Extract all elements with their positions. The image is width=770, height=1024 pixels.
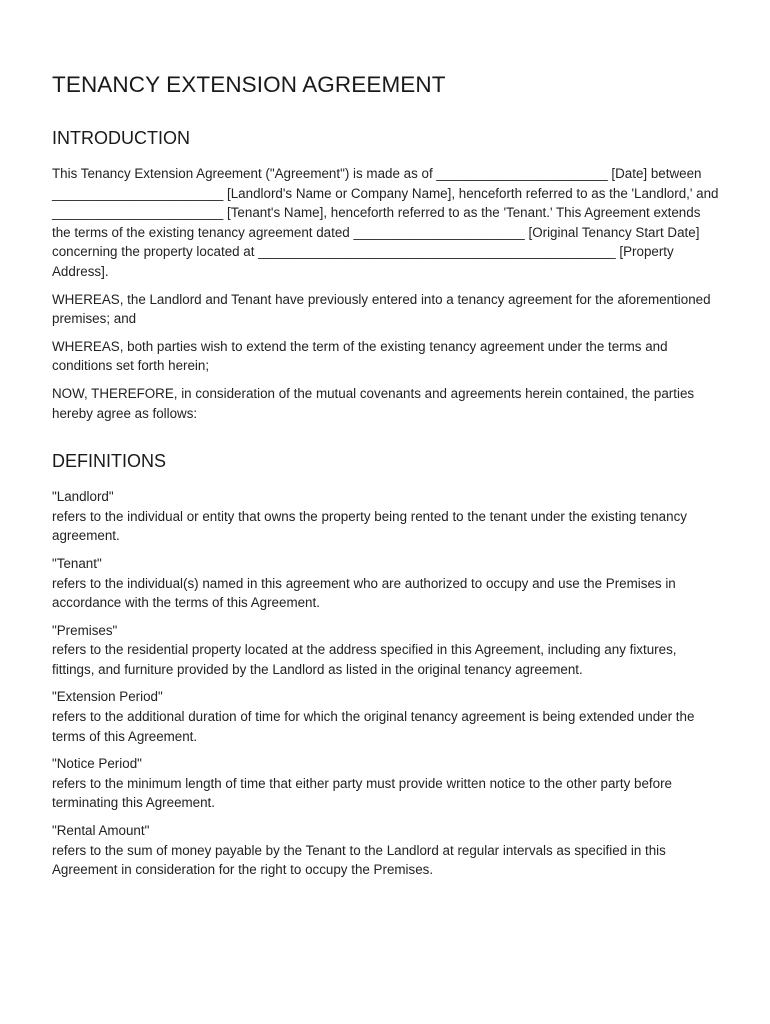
definitions-section: [52, 451, 720, 880]
definition-term: "Landlord": [52, 489, 114, 505]
introduction-section: [52, 128, 720, 423]
definition-text: refers to the individual(s) named in this agreement who are authorized to occupy and use the Premises in accordance with the terms of this Agreement.: [52, 575, 676, 611]
definition-text: refers to the additional duration of time for which the original tenancy agreement is being extended under the terms of this Agreement.: [52, 709, 695, 744]
whereas-paragraph-2: WHEREAS, both parties wish to extend the term of the existing tenancy agreement under the terms and conditions set forth herein;: [52, 338, 668, 374]
introduction-paragraph: This Tenancy Extension Agreement ("Agreement") is made as of _______________________ [Date] between _______________________ [Landlord's Name or Company Name], henceforth referred to as the 'Landlord,' and _______________________ [Tenant's Name], henceforth referred to as the 'Tenant.' This Agreement extends the terms of the existing tenancy agreement dated _______________________ [Original Tenancy Start Date] concerning the property located at ________________________________________________ [Property Address].: [52, 166, 719, 279]
definition-item: [52, 554, 720, 613]
definition-item: [52, 621, 720, 680]
definition-item: [52, 754, 720, 813]
introduction-heading: INTRODUCTION: [52, 128, 190, 148]
definition-text: refers to the minimum length of time that either party must provide written notice to the other party before terminating this Agreement.: [52, 775, 672, 811]
definition-term: "Tenant": [52, 555, 102, 571]
now-therefore-paragraph: NOW, THEREFORE, in consideration of the mutual covenants and agreements herein contained, the parties hereby agree as follows:: [52, 385, 695, 421]
document-title: TENANCY EXTENSION AGREEMENT: [52, 72, 446, 97]
definition-item: [52, 487, 720, 546]
definition-item: [52, 687, 720, 746]
definition-term: "Extension Period": [52, 689, 163, 705]
whereas-paragraph-1: WHEREAS, the Landlord and Tenant have previously entered into a tenancy agreement for the aforementioned premises; and: [52, 291, 711, 327]
definitions-heading: DEFINITIONS: [52, 451, 167, 472]
definition-term: "Rental Amount": [52, 823, 150, 839]
definition-term: "Notice Period": [52, 756, 142, 772]
definition-term: "Premises": [52, 622, 118, 638]
definition-text: refers to the sum of money payable by the Tenant to the Landlord at regular intervals as specified in this Agreement in consideration for the right to occupy the Premises.: [52, 842, 666, 878]
definition-text: refers to the individual or entity that owns the property being rented to the tenant under the existing tenancy agreement.: [52, 508, 687, 544]
definition-text: refers to the residential property located at the address specified in this Agreement, including any fixtures, fittings, and furniture provided by the Landlord as listed in the original tenancy agreement.: [52, 642, 677, 677]
definition-item: [52, 821, 720, 880]
